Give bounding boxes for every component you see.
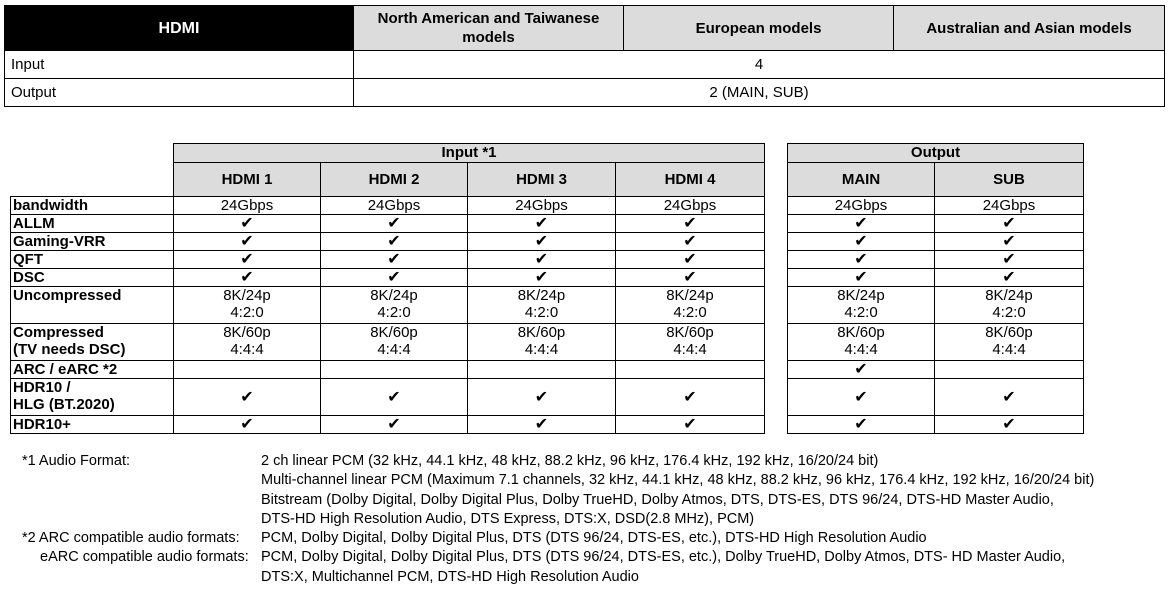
- footnote-line: [22, 510, 1094, 529]
- summary-header-european: European models: [624, 6, 894, 51]
- input-cell-bandwidth-hdmi-3: 24Gbps: [468, 197, 616, 215]
- input-row-uncompressed: [11, 287, 765, 324]
- checkmark-icon: ✔: [683, 215, 697, 232]
- input-row-bandwidth: [11, 197, 765, 215]
- checkmark-icon: ✔: [240, 215, 254, 232]
- summary-header-row: [5, 6, 1165, 51]
- row-label-allm: ALLM: [11, 215, 174, 233]
- input-capability-body: [11, 197, 765, 434]
- output-cell-bandwidth-sub: 24Gbps: [935, 197, 1084, 215]
- checkmark-icon: ✔: [683, 388, 697, 406]
- input-cell-uncompressed-hdmi-4: 8K/24p 4:2:0: [616, 287, 765, 324]
- summary-header-north-american: North American and Taiwanese models: [354, 6, 624, 51]
- output-cell-allm-sub: [935, 215, 1084, 233]
- footnote-text: Multi-channel linear PCM (Maximum 7.1 channels, 32 kHz, 44.1 kHz, 48 kHz, 88.2 kHz, 96 kHz, 176.4 kHz, 192 kHz, 16/20/24 bit): [261, 472, 1095, 489]
- row-label-bandwidth: bandwidth: [11, 197, 174, 215]
- checkmark-icon: ✔: [854, 388, 868, 406]
- output-col-sub: SUB: [935, 163, 1084, 197]
- input-cell-qft-hdmi-2: [321, 251, 468, 269]
- footnote-line: [22, 491, 1094, 510]
- checkmark-icon: ✔: [240, 233, 254, 250]
- input-cell-gaming-vrr-hdmi-4: [616, 233, 765, 251]
- output-cell-dsc-sub: [935, 269, 1084, 287]
- output-capability-table: [787, 143, 1084, 434]
- input-cell-allm-hdmi-2: [321, 215, 468, 233]
- output-cell-hdr10-main: [788, 416, 935, 434]
- footnote-text: PCM, Dolby Digital, Dolby Digital Plus, DTS (DTS 96/24, DTS-ES, etc.), Dolby TrueHD, Dolby Atmos, DTS- HD Master Audio,: [261, 549, 1066, 566]
- checkmark-icon: ✔: [683, 416, 697, 433]
- footnote-text: DTS-HD High Resolution Audio, DTS Express, DTS:X, DSD(2.8 MHz), PCM): [261, 510, 755, 527]
- output-cell-arc-earc-2-main: [788, 361, 935, 379]
- input-cell-arc-earc-2-hdmi-4: [616, 361, 765, 379]
- checkmark-icon: ✔: [854, 215, 868, 232]
- input-cell-qft-hdmi-1: [174, 251, 321, 269]
- checkmark-icon: ✔: [387, 388, 401, 406]
- footnote-line: [22, 529, 1094, 548]
- output-row-arc-earc-2: [788, 361, 1084, 379]
- summary-header-australian-asian: Australian and Asian models: [894, 6, 1165, 51]
- input-cell-compressed-tv-needs-dsc-hdmi-4: 8K/60p 4:4:4: [616, 324, 765, 361]
- input-cell-hdr10-hlg-bt-2020-hdmi-3: [468, 379, 616, 416]
- input-cell-hdr10-hlg-bt-2020-hdmi-4: [616, 379, 765, 416]
- output-row-qft: [788, 251, 1084, 269]
- input-cell-allm-hdmi-3: [468, 215, 616, 233]
- checkmark-icon: ✔: [1002, 251, 1016, 268]
- output-group-header: Output: [788, 144, 1084, 163]
- footnote-key: [22, 568, 261, 587]
- summary-input-value: 4: [354, 51, 1165, 79]
- input-col-hdmi-4: HDMI 4: [616, 163, 765, 197]
- input-cell-dsc-hdmi-4: [616, 269, 765, 287]
- checkmark-icon: ✔: [387, 251, 401, 268]
- output-cell-allm-main: [788, 215, 935, 233]
- output-cell-gaming-vrr-sub: [935, 233, 1084, 251]
- output-col-main: MAIN: [788, 163, 935, 197]
- output-cell-hdr10-hlg-bt-2020-main: [788, 379, 935, 416]
- footnote-key: *1 Audio Format:: [22, 453, 130, 469]
- footnote-line: [22, 471, 1094, 490]
- input-cell-hdr10-hlg-bt-2020-hdmi-1: [174, 379, 321, 416]
- input-row-qft: [11, 251, 765, 269]
- input-row-gaming-vrr: [11, 233, 765, 251]
- checkmark-icon: ✔: [534, 215, 549, 232]
- input-cell-gaming-vrr-hdmi-2: [321, 233, 468, 251]
- input-corner-blank-2: [11, 163, 174, 197]
- input-cell-dsc-hdmi-2: [321, 269, 468, 287]
- input-row-arc-earc-2: [11, 361, 765, 379]
- footnote-key: [22, 471, 261, 490]
- input-capability-table: [10, 143, 765, 434]
- output-capability-body: [788, 197, 1084, 434]
- input-col-hdmi-1: HDMI 1: [174, 163, 321, 197]
- footnote-text: 2 ch linear PCM (32 kHz, 44.1 kHz, 48 kHz, 88.2 kHz, 96 kHz, 176.4 kHz, 192 kHz, 16/20/24 bit): [261, 453, 879, 469]
- input-cell-hdr10-hdmi-2: [321, 416, 468, 434]
- output-row-allm: [788, 215, 1084, 233]
- checkmark-icon: ✔: [387, 233, 401, 250]
- checkmark-icon: ✔: [1002, 388, 1016, 406]
- summary-input-label: Input: [5, 51, 354, 79]
- output-cell-compressed-tv-needs-dsc-sub: 8K/60p 4:4:4: [935, 324, 1084, 361]
- input-cell-compressed-tv-needs-dsc-hdmi-3: 8K/60p 4:4:4: [468, 324, 616, 361]
- row-label-arc-earc-2: ARC / eARC *2: [11, 361, 174, 379]
- checkmark-icon: ✔: [534, 251, 549, 268]
- output-row-dsc: [788, 269, 1084, 287]
- output-cell-hdr10-sub: [935, 416, 1084, 434]
- input-cell-compressed-tv-needs-dsc-hdmi-1: 8K/60p 4:4:4: [174, 324, 321, 361]
- summary-header-hdmi: HDMI: [5, 6, 354, 51]
- footnotes: [22, 452, 1094, 587]
- output-row-uncompressed: [788, 287, 1084, 324]
- checkmark-icon: ✔: [683, 251, 697, 268]
- input-col-hdmi-2: HDMI 2: [321, 163, 468, 197]
- input-cell-dsc-hdmi-1: [174, 269, 321, 287]
- input-cell-allm-hdmi-4: [616, 215, 765, 233]
- checkmark-icon: ✔: [534, 388, 549, 406]
- footnote-key: eARC compatible audio formats:: [40, 549, 249, 566]
- checkmark-icon: ✔: [1002, 269, 1016, 286]
- summary-row-output: [5, 79, 1165, 107]
- input-cell-allm-hdmi-1: [174, 215, 321, 233]
- checkmark-icon: ✔: [240, 416, 254, 433]
- row-label-hdr10: HDR10+: [11, 416, 174, 434]
- output-row-bandwidth: [788, 197, 1084, 215]
- output-cell-hdr10-hlg-bt-2020-sub: [935, 379, 1084, 416]
- footnote-text: DTS:X, Multichannel PCM, DTS-HD High Resolution Audio: [261, 568, 639, 585]
- hdmi-summary-table: [4, 5, 1165, 107]
- input-cell-bandwidth-hdmi-4: 24Gbps: [616, 197, 765, 215]
- checkmark-icon: ✔: [1002, 233, 1016, 250]
- input-cell-uncompressed-hdmi-3: 8K/24p 4:2:0: [468, 287, 616, 324]
- output-cell-bandwidth-main: 24Gbps: [788, 197, 935, 215]
- input-row-dsc: [11, 269, 765, 287]
- output-cell-gaming-vrr-main: [788, 233, 935, 251]
- row-label-gaming-vrr: Gaming-VRR: [11, 233, 174, 251]
- input-cell-arc-earc-2-hdmi-3: [468, 361, 616, 379]
- output-cell-qft-sub: [935, 251, 1084, 269]
- checkmark-icon: ✔: [854, 361, 868, 378]
- input-row-allm: [11, 215, 765, 233]
- input-cell-uncompressed-hdmi-2: 8K/24p 4:2:0: [321, 287, 468, 324]
- row-label-qft: QFT: [11, 251, 174, 269]
- input-row-compressed-tv-needs-dsc: [11, 324, 765, 361]
- checkmark-icon: ✔: [534, 269, 549, 286]
- checkmark-icon: ✔: [240, 251, 254, 268]
- input-cell-qft-hdmi-4: [616, 251, 765, 269]
- input-corner-blank: [11, 144, 174, 163]
- input-cell-hdr10-hlg-bt-2020-hdmi-2: [321, 379, 468, 416]
- footnote-line: [22, 452, 1094, 471]
- input-cell-hdr10-hdmi-1: [174, 416, 321, 434]
- checkmark-icon: ✔: [683, 269, 697, 286]
- checkmark-icon: ✔: [854, 233, 868, 250]
- checkmark-icon: ✔: [387, 269, 401, 286]
- input-cell-arc-earc-2-hdmi-1: [174, 361, 321, 379]
- input-row-hdr10-hlg-bt-2020: [11, 379, 765, 416]
- footnote-key: *2 ARC compatible audio formats:: [22, 530, 240, 547]
- input-cell-hdr10-hdmi-3: [468, 416, 616, 434]
- output-row-hdr10: [788, 416, 1084, 434]
- checkmark-icon: ✔: [1002, 215, 1016, 232]
- input-cell-hdr10-hdmi-4: [616, 416, 765, 434]
- checkmark-icon: ✔: [387, 215, 401, 232]
- output-cell-uncompressed-main: 8K/24p 4:2:0: [788, 287, 935, 324]
- input-cell-bandwidth-hdmi-1: 24Gbps: [174, 197, 321, 215]
- summary-output-value: 2 (MAIN, SUB): [354, 79, 1165, 107]
- checkmark-icon: ✔: [534, 416, 549, 433]
- row-label-dsc: DSC: [11, 269, 174, 287]
- summary-output-label: Output: [5, 79, 354, 107]
- output-cell-compressed-tv-needs-dsc-main: 8K/60p 4:4:4: [788, 324, 935, 361]
- output-row-compressed-tv-needs-dsc: [788, 324, 1084, 361]
- footnote-line: [22, 568, 1094, 587]
- input-group-header: Input *1: [174, 144, 765, 163]
- footnote-key: [22, 510, 261, 529]
- footnote-line: [22, 548, 1094, 567]
- row-label-hdr10-hlg-bt-2020: HDR10 / HLG (BT.2020): [11, 379, 174, 416]
- checkmark-icon: ✔: [240, 388, 254, 406]
- row-label-uncompressed: Uncompressed: [11, 287, 174, 324]
- input-cell-compressed-tv-needs-dsc-hdmi-2: 8K/60p 4:4:4: [321, 324, 468, 361]
- footnote-key: [22, 491, 261, 510]
- input-cell-dsc-hdmi-3: [468, 269, 616, 287]
- checkmark-icon: ✔: [1002, 416, 1016, 433]
- input-cell-arc-earc-2-hdmi-2: [321, 361, 468, 379]
- output-cell-uncompressed-sub: 8K/24p 4:2:0: [935, 287, 1084, 324]
- checkmark-icon: ✔: [387, 416, 401, 433]
- output-row-gaming-vrr: [788, 233, 1084, 251]
- row-label-compressed-tv-needs-dsc: Compressed (TV needs DSC): [11, 324, 174, 361]
- input-cell-gaming-vrr-hdmi-1: [174, 233, 321, 251]
- input-cell-uncompressed-hdmi-1: 8K/24p 4:2:0: [174, 287, 321, 324]
- footnote-text: Bitstream (Dolby Digital, Dolby Digital Plus, Dolby TrueHD, Dolby Atmos, DTS, DTS-ES, DTS 96/24, DTS-HD Master Audio,: [261, 491, 1054, 508]
- input-cell-qft-hdmi-3: [468, 251, 616, 269]
- output-cell-qft-main: [788, 251, 935, 269]
- output-cell-arc-earc-2-sub: [935, 361, 1084, 379]
- output-row-hdr10-hlg-bt-2020: [788, 379, 1084, 416]
- checkmark-icon: ✔: [854, 251, 868, 268]
- checkmark-icon: ✔: [240, 269, 254, 286]
- output-cell-dsc-main: [788, 269, 935, 287]
- checkmark-icon: ✔: [683, 233, 697, 250]
- checkmark-icon: ✔: [534, 233, 549, 250]
- input-cell-bandwidth-hdmi-2: 24Gbps: [321, 197, 468, 215]
- summary-row-input: [5, 51, 1165, 79]
- input-col-hdmi-3: HDMI 3: [468, 163, 616, 197]
- checkmark-icon: ✔: [854, 269, 868, 286]
- input-cell-gaming-vrr-hdmi-3: [468, 233, 616, 251]
- checkmark-icon: ✔: [854, 416, 868, 433]
- footnote-text: PCM, Dolby Digital, Dolby Digital Plus, DTS (DTS 96/24, DTS-ES, etc.), DTS-HD High Resolution Audio: [261, 530, 927, 547]
- input-row-hdr10: [11, 416, 765, 434]
